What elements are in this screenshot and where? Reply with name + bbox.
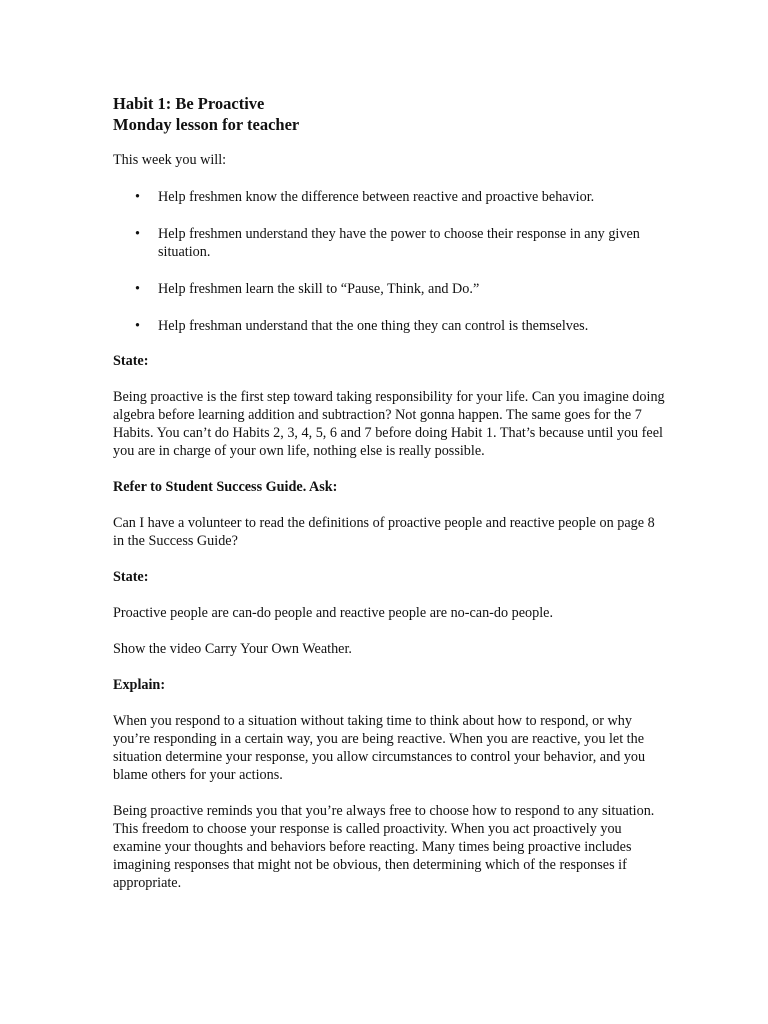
refer-label: Refer to Student Success Guide. Ask: (113, 479, 338, 495)
bullet-icon: • (135, 318, 140, 334)
document-title: Habit 1: Be Proactive (113, 94, 265, 113)
goal-text: Help freshmen understand they have the power to choose their response in any given situation. (158, 226, 640, 260)
intro-text: This week you will: (113, 152, 227, 168)
list-item (113, 317, 668, 335)
explain-paragraph-2: Being proactive reminds you that you’re always free to choose how to respond to any situation. This freedom to choose your response is called proactivity. When you act proactively you examine your thoughts and behaviors before reacting. Many times being proactive includes imagining responses that might not be obvious, then determining which of the responses if appropriate. (113, 803, 655, 891)
bullet-icon: • (135, 226, 140, 242)
goal-text: Help freshmen know the difference between reactive and proactive behavior. (158, 189, 595, 205)
goals-list (113, 188, 668, 335)
document-subtitle: Monday lesson for teacher (113, 115, 300, 134)
explain-label: Explain: (113, 677, 166, 693)
state-paragraph-2: Proactive people are can-do people and reactive people are no-can-do people. (113, 605, 553, 621)
bullet-icon: • (135, 189, 140, 205)
refer-paragraph: Can I have a volunteer to read the definitions of proactive people and reactive people on page 8 in the Success Guide? (113, 515, 655, 549)
state-paragraph: Being proactive is the first step toward taking responsibility for your life. Can you imagine doing algebra before learning addition and subtraction? Not gonna happen. The same goes for the 7 Habits. You can’t do Habits 2, 3, 4, 5, 6 and 7 before doing Habit 1. That’s because until you feel you are in charge of your own life, nothing else is really possible. (113, 389, 665, 459)
video-instruction: Show the video Carry Your Own Weather. (113, 641, 352, 657)
goal-text: Help freshmen learn the skill to “Pause, Think, and Do.” (158, 281, 480, 297)
list-item (113, 225, 668, 261)
list-item (113, 188, 668, 206)
bullet-icon: • (135, 281, 140, 297)
goal-text: Help freshman understand that the one thing they can control is themselves. (158, 318, 589, 334)
state-label-2: State: (113, 569, 149, 585)
explain-paragraph-1: When you respond to a situation without taking time to think about how to respond, or why you’re responding in a certain way, you are being reactive. When you are reactive, you let the situation determine your response, you allow circumstances to control your behavior, and you blame others for your actions. (113, 713, 646, 783)
list-item (113, 280, 668, 298)
state-label: State: (113, 353, 149, 369)
